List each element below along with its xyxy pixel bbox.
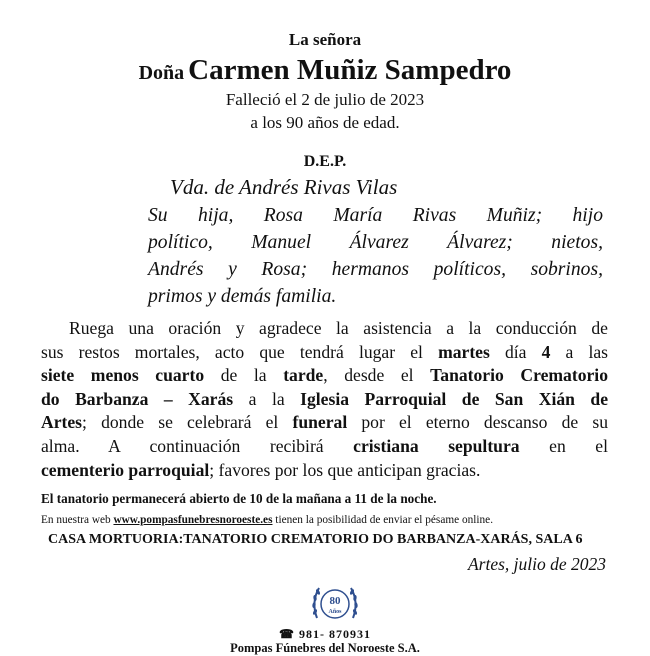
web-notice [41, 514, 493, 526]
phone-icon: ☎ [279, 627, 295, 641]
details-line [41, 435, 608, 459]
death-date: Falleció el 2 de julio de 2023 [225, 90, 425, 109]
phone-line [0, 627, 650, 642]
details-line [41, 341, 608, 365]
text: a las [550, 341, 608, 362]
logo-number: 80 [329, 595, 341, 607]
logo-label: Años [328, 609, 342, 615]
text: en el [519, 435, 608, 456]
text: de la [204, 365, 284, 386]
opening-hours: El tanatorio permanecerá abierto de 10 de la mañana a 11 de la noche. [41, 491, 437, 506]
text: Ruega una oración y agradece la asistencia a la conducción de [69, 318, 608, 338]
location: do Barbanza – Xarás [41, 388, 234, 409]
text: En nuestra web [41, 514, 114, 526]
day-name: martes [438, 341, 490, 362]
funeral-home-room: CASA MORTUORIA:TANATORIO CREMATORIO DO BARBANZA-XARÁS, SALA 6 [48, 532, 583, 547]
time: siete menos cuarto [41, 365, 205, 386]
burial: cristiana sepultura [353, 435, 520, 456]
service: funeral [292, 412, 348, 433]
text: ; donde se celebrará el [82, 412, 293, 433]
text: ; favores por los que anticipan gracias. [209, 459, 481, 480]
text: día [489, 341, 542, 362]
family-line: primos y demás familia. [148, 286, 337, 307]
details-line [41, 388, 608, 412]
church: Artes [41, 412, 83, 433]
family-line: Su hija, Rosa María Rivas Muñiz; hijo [148, 205, 603, 226]
phone-number: 981- 870931 [298, 627, 371, 641]
family-line: Andrés y Rosa; hermanos políticos, sobrinos, [148, 259, 603, 280]
text: alma. A continuación recibirá [41, 435, 354, 456]
text: tienen la posibilidad de enviar el pésame online. [272, 514, 494, 526]
details-line [41, 459, 608, 483]
place-date: Artes, julio de 2023 [467, 554, 606, 574]
text: a la [233, 388, 301, 409]
time-of-day: tarde [283, 365, 324, 386]
location: Tanatorio Crematorio [430, 365, 608, 386]
cemetery: cementerio parroquial [41, 459, 210, 480]
website-link[interactable]: www.pompasfunebresnoroeste.es [113, 514, 273, 526]
dep-abbreviation: D.E.P. [303, 153, 347, 170]
deceased-name-line [0, 54, 650, 87]
family-list [148, 202, 603, 310]
widow-of: Vda. de Andrés Rivas Vilas [170, 175, 398, 199]
family-line: político, Manuel Álvarez Álvarez; nietos, [148, 232, 603, 253]
day-number: 4 [541, 341, 551, 362]
church: Iglesia Parroquial de San Xián de [300, 388, 609, 409]
age-line: a los 90 años de edad. [250, 113, 400, 132]
funeral-details [41, 317, 608, 482]
intro-text: La señora [288, 30, 362, 49]
honorific: Doña [138, 62, 185, 84]
text: , desde el [323, 365, 431, 386]
details-line [41, 364, 608, 388]
text: por el eterno descanso de su [347, 412, 608, 433]
details-line [41, 317, 608, 341]
company-name: Pompas Fúnebres del Noroeste S.A. [230, 641, 420, 655]
deceased-name: Carmen Muñiz Sampedro [188, 54, 512, 86]
details-line [41, 411, 608, 435]
text: sus restos mortales, acto que tendrá lugar el [41, 341, 439, 362]
anniversary-logo [307, 574, 363, 630]
